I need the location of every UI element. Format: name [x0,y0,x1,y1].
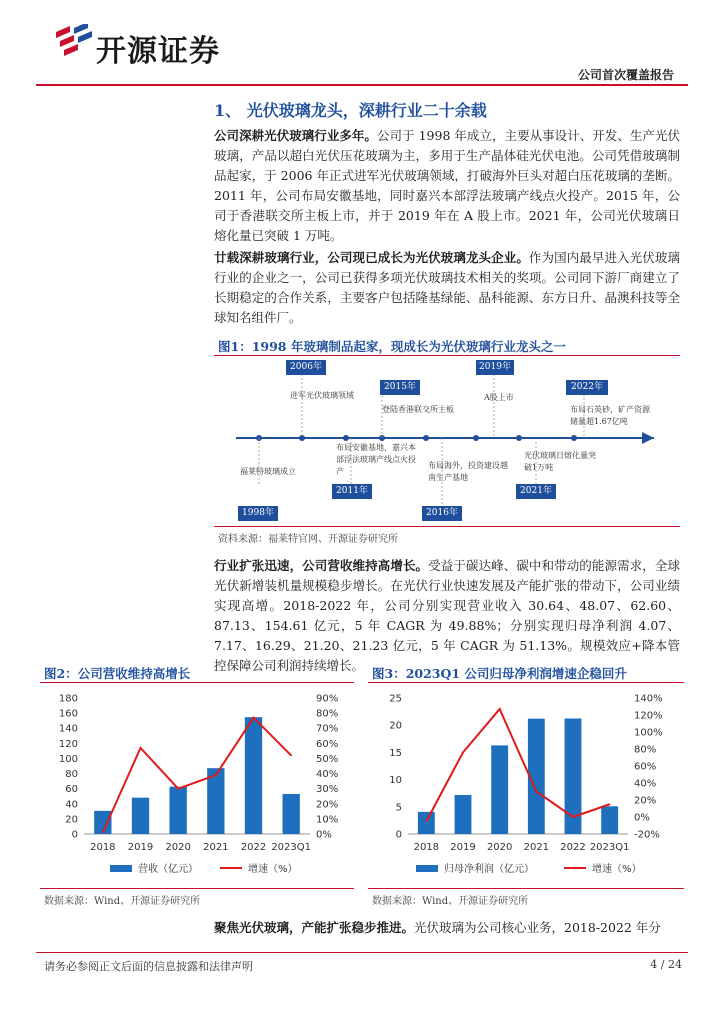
growth-point [290,755,292,757]
figure-1-title: 图1：1998 年玻璃制品起家，现成长为光伏玻璃行业龙头之一 [218,339,566,354]
y2-tick-label: 70% [316,723,339,735]
company-logo [54,24,94,60]
timeline-year-2015: 2015年 [380,380,420,395]
paragraph-4-lead: 聚焦光伏玻璃，产能扩张稳步推进。 [214,920,415,935]
figure-1-source: 资料来源：福莱特官网、开源证券研究所 [218,534,398,545]
timeline-event-2016: 布局海外，投资建设越南生产基地 [428,461,508,482]
revenue-chart [40,686,354,886]
timeline-axis [214,356,680,526]
bar [132,798,149,834]
timeline-year-2016: 2016年 [422,506,462,521]
y2-tick-label: 100% [634,727,663,739]
growth-point [102,832,104,834]
legend-bar-label: 归母净利润（亿元） [444,864,534,875]
bar [601,806,618,834]
growth-point [253,717,255,719]
timeline-event-2022: 布局石英砂，矿产资源储量超1.67亿吨 [570,405,650,426]
figure-3-source: 数据来源：Wind、开源证券研究所 [372,896,529,907]
y2-tick-label: 80% [316,708,339,720]
growth-point [215,774,217,776]
x-tick-label: 2018 [413,842,440,853]
growth-point [572,816,574,818]
figure-3-bottom-rule [368,888,684,889]
paragraph-3-body: 受益于碳达峰、碳中和带动的能源需求，全球光伏新增装机量规模稳步增长。在光伏行业快速发展及产能扩张的带动下，公司业绩实现高增。2018-2022 年，公司分别实现营业收入 30.64、48.07、62.60、87.13、154.61 亿元，5 年 CAGR 为 49.88%；分别实现归母净利润 4.07、7.17、16.29、21.20、21.23 亿元，5 年 CAGR 为 51.13%。规模效应+降本管控保障公司利润持续增长。 [214,558,680,673]
growth-point [140,747,142,749]
y2-tick-label: 0% [316,829,332,841]
y2-tick-label: 0% [634,812,650,824]
paragraph-1-lead: 公司深耕光伏玻璃行业多年。 [214,128,377,143]
y2-tick-label: 10% [316,814,339,826]
x-tick-label: 2023Q1 [589,842,630,853]
y2-tick-label: -20% [634,829,660,841]
growth-point [536,791,538,793]
y-tick-label: 160 [58,708,78,720]
page-number: 4 / 24 [650,958,682,971]
y-tick-label: 20 [389,720,402,732]
paragraph-2-body: 作为国内最早进入光伏玻璃行业的企业之一，公司已获得多项光伏玻璃技术相关的奖项。公司同下游厂商建立了长期稳定的合作关系，主要客户包括隆基绿能、晶科能源、东方日升、晶澳科技等全球知名组件厂。 [214,250,680,325]
bar [283,794,300,834]
legend-line-label: 增速（%） [592,864,642,875]
y2-tick-label: 140% [634,693,663,705]
footer-rule [36,952,688,953]
growth-point [426,820,428,822]
section-title: 1、 光伏玻璃龙头，深耕行业二十余载 [214,101,487,120]
timeline-year-2022: 2022年 [566,380,608,395]
x-tick-label: 2018 [90,842,116,853]
bar [245,717,262,834]
y-tick-label: 0 [395,829,402,841]
company-name: 开源证券 [96,34,220,69]
timeline-event-1998: 福莱特玻璃成立 [240,467,296,476]
figure-3-title: 图3：2023Q1 公司归母净利润增速企稳回升 [372,666,627,681]
timeline-year-2019: 2019年 [476,360,514,375]
bar [170,787,187,834]
y-tick-label: 60 [65,784,78,796]
net-profit-chart [368,686,684,886]
paragraph-2 [214,248,680,328]
figure-2-title: 图2：公司营收维持高增长 [44,666,191,681]
x-tick-label: 2019 [450,842,476,853]
footer-disclaimer: 请务必参阅正文后面的信息披露和法律声明 [44,960,253,973]
paragraph-2-lead: 廿载深耕玻璃行业，公司现已成长为光伏玻璃龙头企业。 [214,250,529,265]
paragraph-3-lead: 行业扩张迅速，公司营收维持高增长。 [214,558,429,573]
y-tick-label: 20 [65,814,78,826]
y-tick-label: 15 [389,747,402,759]
y-tick-label: 100 [58,753,78,765]
timeline-year-1998: 1998年 [238,506,278,521]
growth-line [426,709,609,821]
x-tick-label: 2023Q1 [271,842,312,853]
paragraph-4 [214,918,684,938]
y-tick-label: 40 [65,799,78,811]
legend-bar-swatch [416,865,438,872]
y2-tick-label: 60% [316,738,339,750]
growth-line [103,718,291,833]
y-tick-label: 25 [389,693,402,705]
legend-line-label: 增速（%） [248,864,298,875]
y-tick-label: 180 [58,693,78,705]
y2-tick-label: 80% [634,744,657,756]
growth-point [609,803,611,805]
report-type: 公司首次覆盖报告 [577,68,674,82]
x-tick-label: 2021 [203,842,229,853]
y2-tick-label: 120% [634,710,663,722]
y2-tick-label: 30% [316,784,339,796]
y-tick-label: 10 [389,775,402,787]
legend-bar-label: 营收（亿元） [138,864,198,875]
growth-point [177,788,179,790]
y2-tick-label: 20% [634,795,657,807]
paragraph-1-body: 公司于 1998 年成立，主要从事设计、开发、生产光伏玻璃，产品以超白光伏压花玻璃为主，多用于生产晶体硅光伏电池。公司凭借玻璃制品起家，于 2006 年正式进军光伏玻璃领域，打破海外巨头对超白压花玻璃的垄断。2011 年，公司布局安徽基地，同时嘉兴本部浮法玻璃产线点火投产。2015 年，公司于香港联交所主板上市，并于 2019 年在 A 股上市。2021 年，公司光伏玻璃日熔化量已突破 1 万吨。 [214,128,680,243]
timeline-event-2019: A股上市 [484,393,514,402]
figure-2-source: 数据来源：Wind、开源证券研究所 [44,896,201,907]
timeline [214,356,680,526]
paragraph-1 [214,126,680,246]
timeline-event-2015: 登陆香港联交所主板 [382,405,454,414]
y-tick-label: 140 [58,723,78,735]
y2-tick-label: 20% [316,799,339,811]
y-tick-label: 0 [71,829,78,841]
timeline-event-2011: 布局安徽基地，嘉兴本部浮法玻璃产线点火投产 [336,443,416,476]
timeline-event-2006: 进军光伏玻璃领域 [290,391,354,400]
bar [491,745,508,834]
timeline-event-2021: 光伏玻璃日熔化量突破1万吨 [524,451,596,472]
x-tick-label: 2020 [486,842,513,853]
legend-bar-swatch [110,865,132,872]
paragraph-3 [214,556,680,676]
figure-1-bottom-rule [214,526,680,527]
y-tick-label: 5 [395,802,402,814]
figure-2-bottom-rule [40,888,354,889]
y2-tick-label: 60% [634,761,657,773]
timeline-year-2021: 2021年 [516,484,556,499]
y-tick-label: 120 [58,738,78,750]
y2-tick-label: 40% [316,769,339,781]
figure-3-top-rule [368,682,684,683]
x-tick-label: 2022 [560,842,586,853]
x-tick-label: 2020 [165,842,191,853]
x-tick-label: 2021 [523,842,550,853]
x-tick-label: 2022 [240,842,267,853]
timeline-year-2011: 2011年 [332,484,372,499]
y-tick-label: 80 [65,769,78,781]
paragraph-4-body: 光伏玻璃为公司核心业务，2018-2022 年分 [414,920,661,935]
x-tick-label: 2019 [127,842,154,853]
timeline-year-2006: 2006年 [286,360,326,375]
y2-tick-label: 50% [316,753,339,765]
y2-tick-label: 90% [316,693,339,705]
header-rule [36,84,688,86]
growth-point [462,752,464,754]
bar [455,795,472,834]
bar [418,812,435,834]
figure-2-top-rule [40,682,354,683]
logo-icon [54,24,94,60]
y2-tick-label: 40% [634,778,657,790]
growth-point [499,708,501,710]
